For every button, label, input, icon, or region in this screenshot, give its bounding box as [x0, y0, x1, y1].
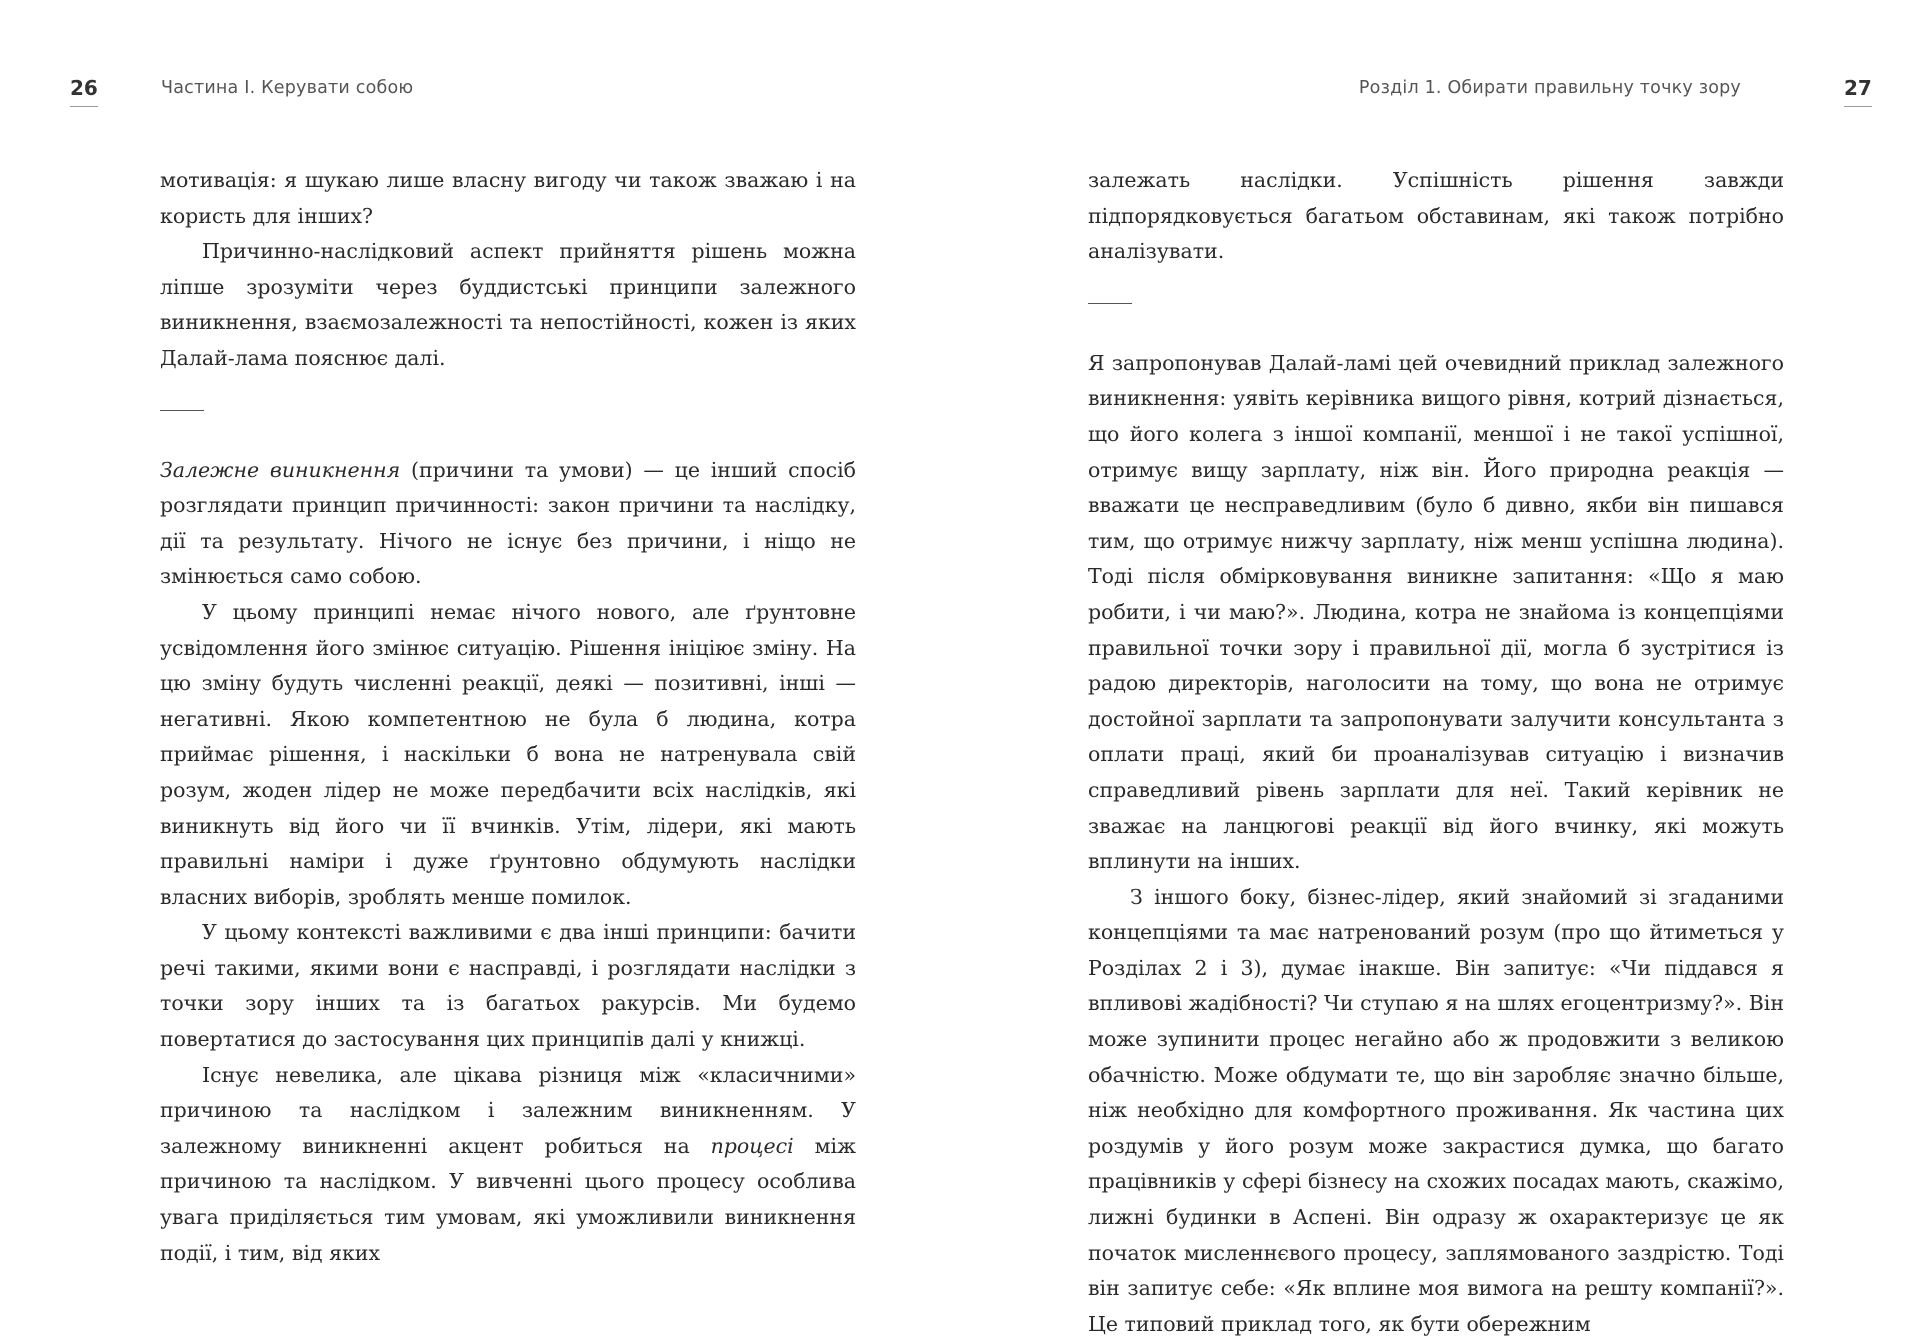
paragraph-text: між причиною та наслідком. У вивченні цього процесу особлива увага приділяється тим умовам, які уможливили виникнення події, і тим, від яких [160, 1133, 856, 1265]
paragraph: У цьому контексті важливими є два інші принципи: бачити речі такими, якими вони є насправді, і розглядати наслідки з точки зору інших та із багатьох ракурсів. Ми будемо повертатися до застосування цих принципів далі у книжці. [160, 920, 856, 1052]
paragraph [160, 1058, 856, 1272]
paragraph [160, 453, 856, 595]
body-text [160, 163, 856, 1271]
paragraph: У цьому принципі немає нічого нового, але ґрунтовне усвідомлення його змінює ситуацію. Рішення ініціює зміну. На цю зміну будуть численні реакції, деякі — позитивні, інші — негативні. Якою компетентною не була б людина, котра приймає рішення, і наскільки б вона не натренувала свій розум, жоден лідер не може передбачити всіх наслідків, які виникнуть від його чи її вчинків. Утім, лідери, які мають правильні наміри і дуже ґрунтовно обдумують наслідки власних виборів, зроблять менше помилок. [160, 599, 856, 909]
body-text [1088, 163, 1784, 1342]
section-divider [160, 410, 204, 411]
left-page [0, 0, 960, 1325]
italic-term: Залежне виникнення [160, 457, 401, 482]
paragraph-text: (причини та умови) — це інший спосіб розглядати принцип причинності: закон причини та наслідку, дії та результату. Нічого не існує без причини, і ніщо не змінюється само собою. [160, 457, 856, 589]
section-divider [1088, 303, 1132, 304]
page-number: 26 [70, 76, 98, 107]
page-number: 27 [1844, 76, 1872, 107]
running-head: Частина I. Керувати собою [161, 78, 414, 98]
paragraph: Причинно-наслідковий аспект прийняття рішень можна ліпше зрозуміти через буддистські принципи залежного виникнення, взаємозалежності та непостійності, кожен із яких Далай-лама пояснює далі. [160, 239, 856, 370]
paragraph: залежать наслідки. Успішність рішення завжди підпорядковується багатьом обставинам, які також потрібно аналізувати. [1088, 168, 1784, 264]
right-page [960, 0, 1920, 1336]
paragraph: мотивація: я шукаю лише власну вигоду чи також зважаю і на користь для інших? [160, 168, 856, 228]
paragraph-text: Існує невелика, але цікава різниця між «класичними» причиною та наслідком і залежним виникненням. У залежному виникненні акцент робиться на [160, 1062, 856, 1158]
paragraph: З іншого боку, бізнес-лідер, який знайомий зі згаданими концепціями та має натренований розум (про що йтиметься у Розділах 2 і 3), думає інакше. Він запитує: «Чи піддався я впливові жадібності? Чи ступаю я на шлях егоцентризму?». Він може зупинити процес негайно або ж продовжити з великою обачністю. Може обдумати те, що він заробляє значно більше, ніж необхідно для комфортного проживання. Як частина цих роздумів у його розум може закрастися думка, що багато працівників у сфері бізнесу на схожих посадах мають, скажімо, лижні будинки в Аспені. Він одразу ж охарактеризує це як початок мисленнєвого процесу, заплямованого заздрістю. Тоді він запитує себе: «Як вплине моя вимога на решту компанії?». Це типовий приклад того, як бути обережним [1088, 884, 1784, 1336]
paragraph: Я запропонував Далай-ламі цей очевидний приклад залежного виникнення: уявіть керівника вищого рівня, котрий дізнається, що його колега з іншої компанії, меншої і не такої успішної, отримує вищу зарплату, ніж він. Його природна реакція — вважати це несправедливим (було б дивно, якби він пишався тим, що отримує нижчу зарплату, ніж менш успішна людина). Тоді після обмірковування виникне запитання: «Що я маю робити, і чи маю?». Людина, котра не знайома із концепціями правильної точки зору і правильної дії, могла б зустрітися із радою директорів, наголосити на тому, що вона не отримує достойної зарплати та запропонувати залучити консультанта з оплати праці, який би проаналізував ситуацію і визначив справедливий рівень зарплати для неї. Такий керівник не зважає на ланцюгові реакції від його вчинку, які можуть вплинути на інших. [1088, 350, 1784, 874]
italic-term: процесі [710, 1133, 794, 1158]
running-head: Розділ 1. Обирати правильну точку зору [1358, 78, 1741, 98]
